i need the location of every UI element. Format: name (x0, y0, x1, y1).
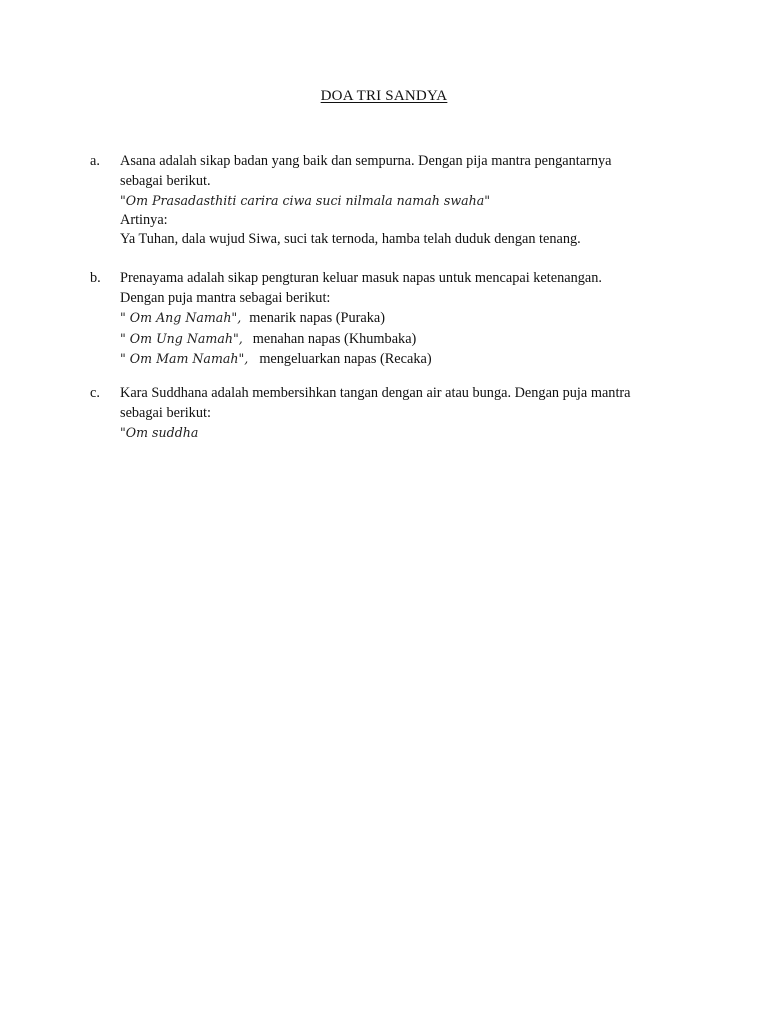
mantra-meaning: mengeluarkan napas (Recaka) (259, 351, 432, 368)
mantra-meaning: menarik napas (Puraka) (249, 310, 385, 327)
paragraph-line: Kara Suddhana adalah membersihkan tangan dengan air atau bunga. Dengan puja mantra (120, 385, 631, 401)
paragraph-line: Asana adalah sikap badan yang baik dan sempurna. Dengan pija mantra pengantarnya (120, 153, 612, 169)
mantra-meaning: Ya Tuhan, dala wujud Siwa, suci tak ternoda, hamba telah duduk dengan tenang. (120, 231, 581, 248)
artinya-label: Artinya: (120, 211, 168, 228)
list-item-body (120, 152, 710, 250)
list-marker: c. (90, 385, 100, 401)
paragraph-line: sebagai berikut. (120, 172, 211, 189)
mantra-text: "Om suddha (120, 425, 199, 441)
paragraph-line: Dengan puja mantra sebagai berikut: (120, 289, 331, 306)
mantra-text: "Om Prasadasthiti carira ciwa suci nilmala namah swaha" (120, 193, 491, 209)
mantra-row (120, 329, 710, 350)
paragraph-line: sebagai berikut: (120, 404, 211, 421)
list-marker: a. (90, 153, 100, 169)
list-marker: b. (90, 270, 101, 286)
mantra-text: " Om Ang Namah", (120, 310, 242, 326)
mantra-meaning: menahan napas (Khumbaka) (252, 330, 417, 347)
mantra-text: " Om Mam Namah", (120, 351, 249, 367)
list-item-body (120, 384, 710, 443)
mantra-row (120, 308, 710, 329)
document-title: DOA TRI SANDYA (320, 88, 448, 104)
paragraph-line: Prenayama adalah sikap pengturan keluar masuk napas untuk mencapai ketenangan. (120, 270, 602, 286)
mantra-text: " Om Ung Namah", (120, 330, 243, 346)
mantra-row (120, 349, 710, 370)
list-item-body (120, 269, 710, 370)
